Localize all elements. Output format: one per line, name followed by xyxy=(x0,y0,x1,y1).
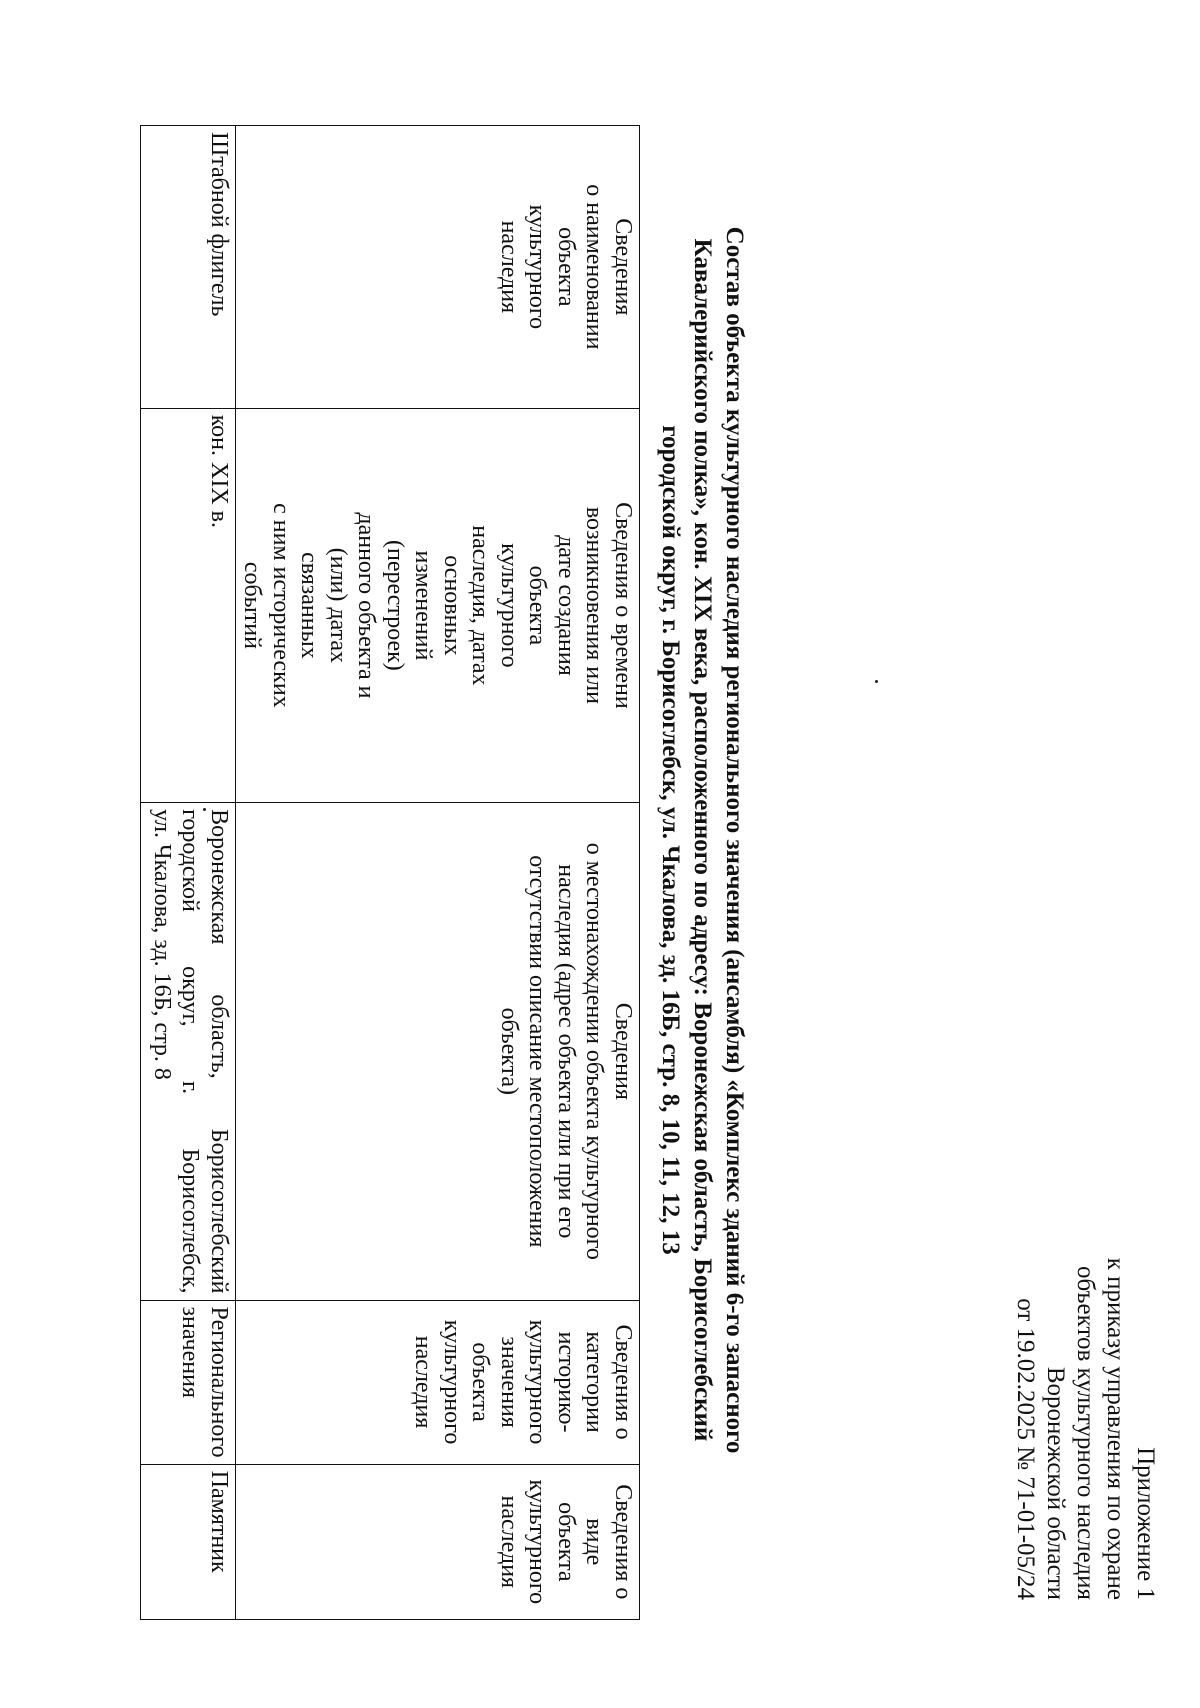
cell-date: кон. XIX в. xyxy=(141,408,236,802)
category-line: Регионального xyxy=(206,1306,232,1458)
column-header-line: наследия xyxy=(496,220,522,314)
category-line: значения xyxy=(177,1306,204,1398)
location-word: Борисоглебск, xyxy=(177,1148,204,1294)
column-header-line: значения xyxy=(496,1336,522,1428)
column-header xyxy=(236,408,640,802)
column-header-line: (или) датах xyxy=(325,547,351,664)
cell-name: Штабной флигель xyxy=(141,126,236,409)
column-header-line: Сведения xyxy=(610,218,636,316)
location-word: г. xyxy=(177,1080,204,1095)
column-header-line: возникновения или xyxy=(581,506,608,704)
appendix-line: Приложение 1 xyxy=(1132,1447,1159,1600)
appendix-line: к приказу управления по охране xyxy=(1102,1257,1129,1600)
location-word: Воронежская xyxy=(206,809,232,945)
column-header-line: объекта) xyxy=(496,1007,522,1096)
column-header-line: культурного xyxy=(496,543,522,668)
column-header-line: культурного xyxy=(524,1479,551,1605)
column-header-line: (перестроек) xyxy=(382,540,408,671)
column-header-line: отсутствии описание местоположения xyxy=(524,855,551,1248)
column-header-line: объекта xyxy=(467,1342,494,1422)
appendix-line: от 19.02.2025 № 71-01-05/24 xyxy=(1012,1298,1039,1600)
column-header-line: объекта xyxy=(524,565,551,646)
column-header xyxy=(236,126,640,409)
cell-kind: Памятник xyxy=(141,1464,236,1619)
column-header-line: культурного xyxy=(524,1319,551,1445)
column-header-line: объекта xyxy=(553,1502,579,1582)
column-header-line: наследия, датах xyxy=(467,525,494,686)
composition-table xyxy=(140,125,640,1620)
column-header-line: категории xyxy=(581,1331,608,1433)
column-header-line: основных xyxy=(439,555,465,656)
cell-category xyxy=(141,1300,236,1464)
column-header xyxy=(236,803,640,1300)
cell-location xyxy=(141,803,236,1300)
location-word: ул. Чкалова, зд. 16Б, стр. 8 xyxy=(149,809,175,1080)
column-header-line: изменений xyxy=(410,550,437,661)
title-line: Состав объекта культурного наследия регионального значения (ансамбля) «Комплекс зданий 6-го запасного xyxy=(721,226,748,1454)
column-header-line: о наименовании xyxy=(581,184,608,350)
title-line: городской округ, г. Борисоглебск, ул. Чкалова, зд. 16Б, стр. 8, 10, 11, 12, 13 xyxy=(657,425,684,1255)
column-header-line: наследия xyxy=(496,1495,522,1589)
column-header-line: данного объекта и xyxy=(353,512,380,699)
column-header-line: культурного xyxy=(439,1319,465,1445)
column-header-line: историко- xyxy=(553,1331,579,1433)
appendix-line: Воронежской области xyxy=(1042,1366,1069,1600)
column-header-line: Сведения xyxy=(610,1002,636,1100)
rotated-document xyxy=(120,60,1160,1620)
column-header-line: о местонахождении объекта культурного xyxy=(581,842,608,1260)
appendix-line: объектов культурного наследия xyxy=(1072,1266,1099,1600)
location-word: городской xyxy=(177,809,204,912)
document-title xyxy=(654,115,750,1565)
title-line: Кавалерийского полка», кон. XIX века, расположенного по адресу: Воронежская область, Борисоглебский xyxy=(689,238,716,1442)
column-header-line: Сведения о xyxy=(610,1484,636,1600)
column-header-line: культурного xyxy=(524,204,551,330)
location-word: Борисоглебский xyxy=(206,1128,232,1294)
column-header xyxy=(236,1464,640,1619)
column-header-line: объекта xyxy=(553,227,579,307)
appendix-header xyxy=(1010,1258,1160,1600)
column-header-line: Сведения о времени xyxy=(610,502,636,709)
location-word: округ, xyxy=(177,966,204,1027)
table-row xyxy=(141,126,236,1620)
table-header-row xyxy=(236,126,640,1620)
column-header xyxy=(236,1300,640,1464)
column-header-line: наследия (адрес объекта или при его xyxy=(553,864,579,1239)
column-header-line: с ним исторических xyxy=(268,503,294,708)
column-header-line: дате создания xyxy=(553,535,579,676)
location-word: область, xyxy=(206,994,232,1079)
column-header-line: Сведения о xyxy=(610,1324,636,1440)
location-line xyxy=(205,809,234,1293)
column-header-line: связанных xyxy=(296,552,323,659)
location-line xyxy=(176,809,205,1293)
location-line xyxy=(148,809,177,1293)
column-header-line: виде xyxy=(581,1518,608,1566)
column-header-line: событий xyxy=(239,561,266,649)
column-header-line: наследия xyxy=(410,1335,437,1429)
